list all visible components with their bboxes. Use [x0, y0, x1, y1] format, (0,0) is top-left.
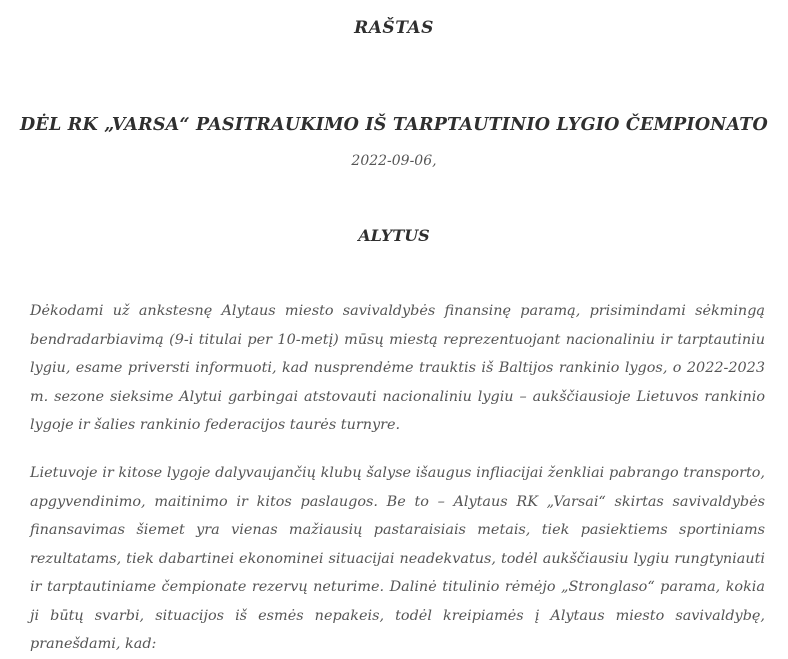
- paragraph-1: Dėkodami už ankstesnę Alytaus miesto savivaldybės finansinę paramą, prisimindami sėkmingą bendradarbiavimą (9-i titulai per 10-metį) mūsų miestą reprezentuojant nacionaliniu ir tarptautiniu lygiu, esame priversti informuoti, kad nusprendėme trauktis iš Baltijos rankinio lygos, o 2022-2023 m. sezone sieksime Alytui garbingai atstovauti nacionaliniu lygiu – aukščiausioje Lietuvos rankinio lygoje ir šalies rankinio federacijos taurės turnyre.: [30, 303, 765, 433]
- document-title: RAŠTAS: [354, 18, 434, 38]
- paragraph-2: Lietuvoje ir kitose lygoje dalyvaujančių klubų šalyse išaugus infliacijai ženkliai pabrango transporto, apgyvendinimo, maitinimo ir kitos paslaugos. Be to – Alytaus RK „Varsai“ skirtas savivaldybės finansavimas šiemet yra vienas mažiausių pastaraisiais metais, tiek pasiektiems sportiniams rezultatams, tiek dabartinei ekonominei situacijai neadekvatus, todėl aukščiausiu lygiu rungtyniauti ir tarptautiniame čempionate rezervų neturime. Dalinė titulinio rėmėjo „Stronglaso“ parama, kokia ji būtų svarbi, situacijos iš esmės nepakeis, todėl kreipiamės į Alytaus miesto savivaldybę, pranešdami, kad:: [30, 465, 765, 652]
- document-city: ALYTUS: [358, 226, 430, 245]
- document-date: 2022-09-06,: [351, 153, 437, 169]
- document-subject: DĖL RK „VARSA“ PASITRAUKIMO IŠ TARPTAUTINIO LYGIO ČEMPIONATO: [20, 115, 768, 135]
